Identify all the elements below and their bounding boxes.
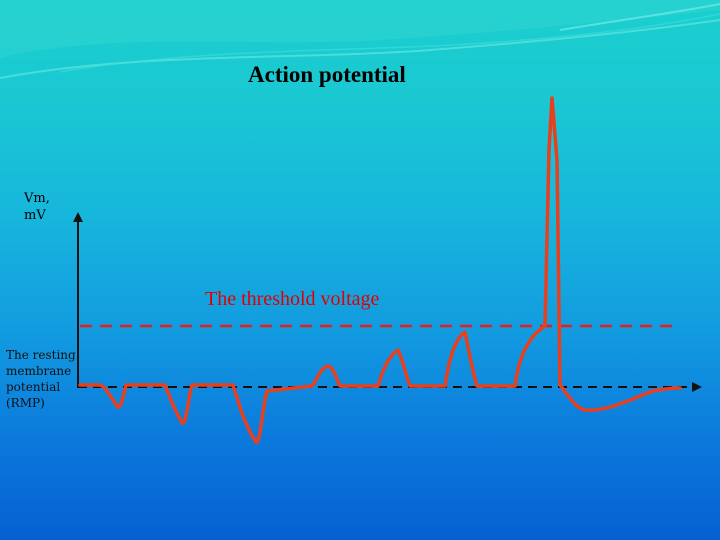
resting-membrane-potential-label: The resting membrane potential (RMP) [6, 348, 76, 410]
membrane-potential-trace [80, 98, 680, 442]
slide-title: Action potential [248, 62, 406, 87]
y-axis-label: Vm, mV [24, 191, 50, 223]
threshold-voltage-label: The threshold voltage [205, 288, 380, 310]
